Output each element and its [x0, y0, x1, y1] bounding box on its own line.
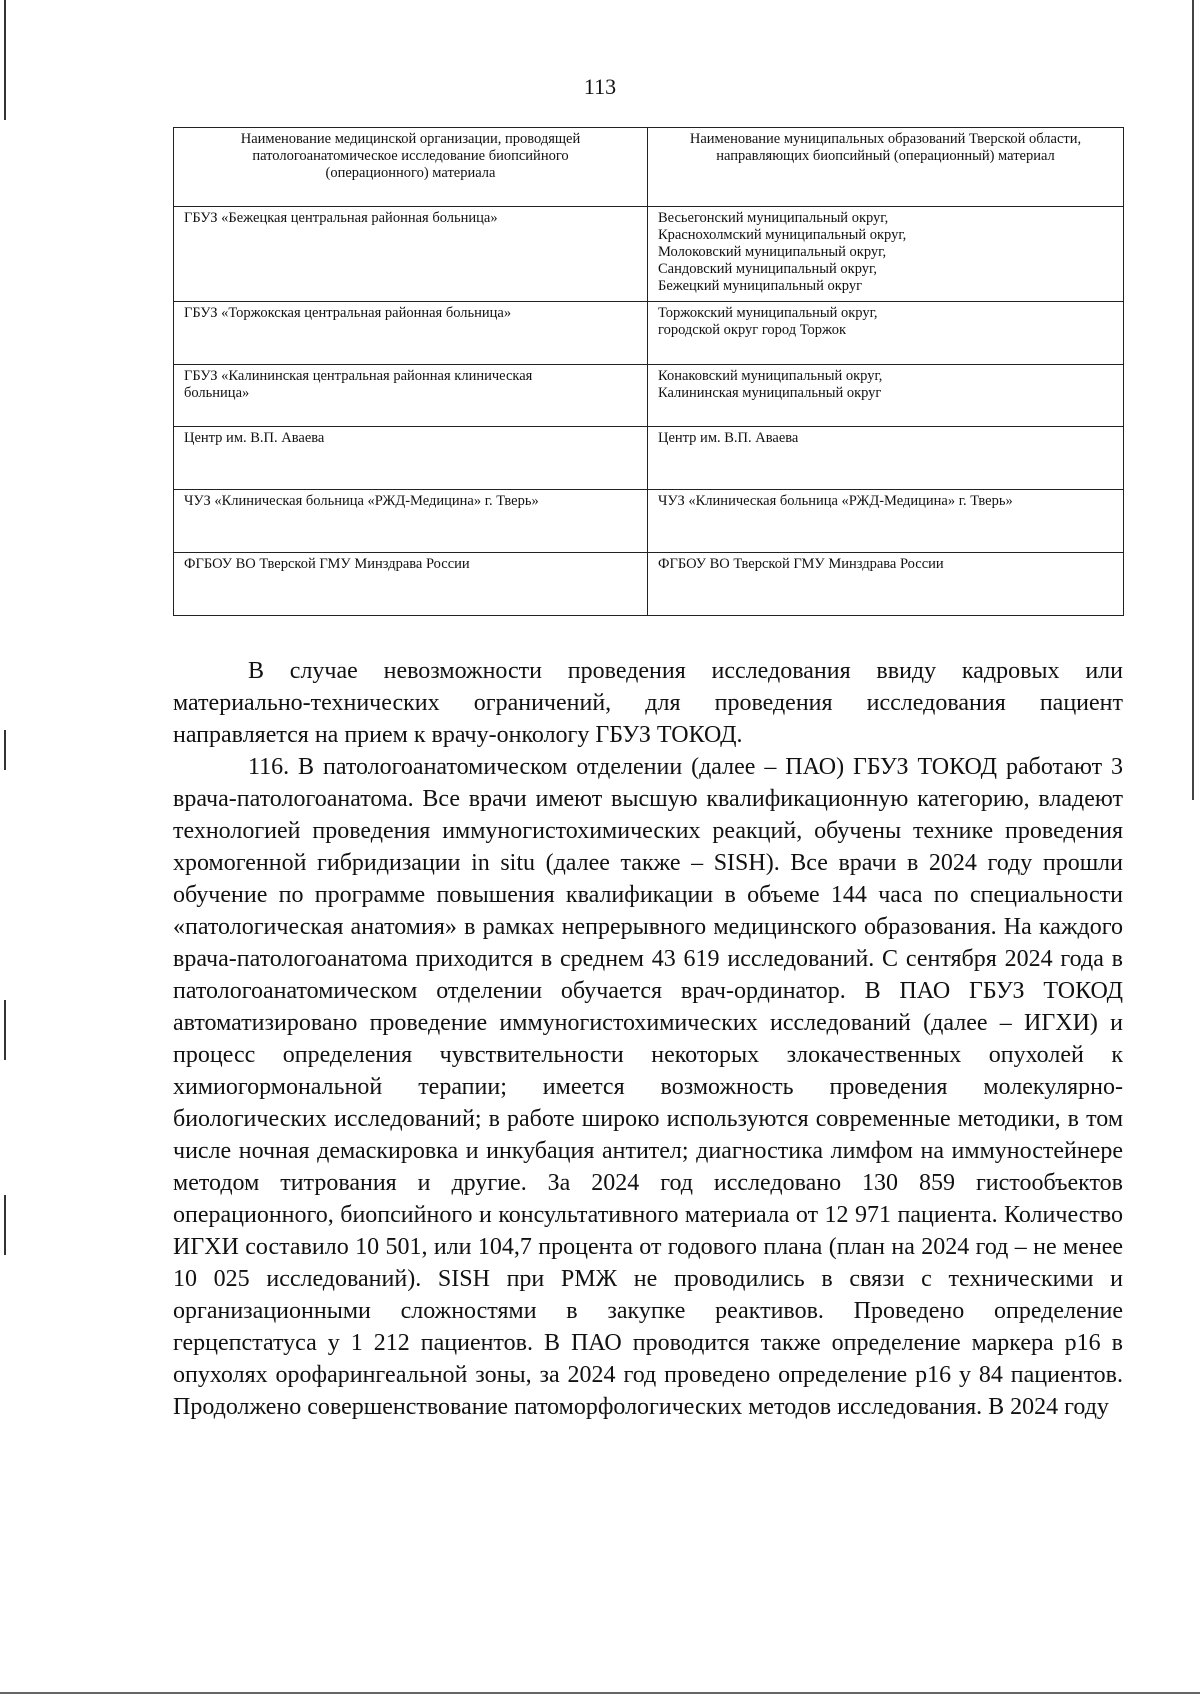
- cell-regions: [648, 365, 1124, 427]
- cell-regions: [648, 302, 1124, 365]
- cell-organization: [174, 207, 648, 302]
- scan-edge-right: [1192, 0, 1194, 800]
- cell-regions: [648, 553, 1124, 616]
- cell-line: ФГБОУ ВО Тверской ГМУ Минздрава России: [184, 556, 470, 572]
- cell-line: Конаковский муниципальный округ,: [658, 368, 883, 384]
- scan-edge-left: [4, 1000, 6, 1060]
- table-header-row: [174, 128, 1124, 207]
- cell-line: ФГБОУ ВО Тверской ГМУ Минздрава России: [658, 556, 944, 572]
- header-regions: [648, 128, 1124, 207]
- paragraph: В случае невозможности проведения исследования ввиду кадровых или материально-технических ограничений, для проведения исследования пациент направляется на прием к врачу-онкологу ГБУЗ ТОКОД.: [173, 658, 1123, 748]
- cell-organization: [174, 427, 648, 490]
- table-row: [174, 302, 1124, 365]
- table-row: [174, 490, 1124, 553]
- cell-line: Краснохолмский муниципальный округ,: [658, 227, 907, 243]
- cell-line: ГБУЗ «Торжокская центральная районная больница»: [184, 305, 512, 321]
- cell-line: Бежецкий муниципальный округ: [658, 278, 863, 294]
- cell-line: Сандовский муниципальный округ,: [658, 261, 877, 277]
- body-text: [173, 655, 1123, 1423]
- routing-table: [173, 127, 1124, 616]
- cell-line: ГБУЗ «Калининская центральная районная клиническая: [184, 368, 533, 384]
- scan-edge-left: [4, 1195, 6, 1255]
- header-line: патологоанатомическое исследование биопсийного: [252, 148, 569, 164]
- cell-organization: [174, 490, 648, 553]
- cell-organization: [174, 302, 648, 365]
- scan-edge-left: [4, 730, 6, 770]
- cell-organization: [174, 553, 648, 616]
- cell-line: городской округ город Торжок: [658, 322, 846, 338]
- cell-line: больница»: [184, 385, 250, 401]
- cell-regions: [648, 207, 1124, 302]
- cell-organization: [174, 365, 648, 427]
- table-row: [174, 427, 1124, 490]
- page-number: 113: [583, 74, 617, 99]
- cell-line: Молоковский муниципальный округ,: [658, 244, 887, 260]
- cell-line: ГБУЗ «Бежецкая центральная районная больница»: [184, 210, 498, 226]
- scan-edge-left: [4, 0, 6, 120]
- cell-line: ЧУЗ «Клиническая больница «РЖД-Медицина» г. Тверь»: [658, 493, 1013, 509]
- table-row: [174, 365, 1124, 427]
- header-line: (операционного) материала: [325, 165, 496, 181]
- table-row: [174, 207, 1124, 302]
- cell-regions: [648, 490, 1124, 553]
- paragraph: 116. В патологоанатомическом отделении (далее – ПАО) ГБУЗ ТОКОД работают 3 врача-патологоанатома. Все врачи имеют высшую квалификационную категорию, владеют технологией проведения иммуногистохимических реакций, обучены технике проведения хромогенной гибридизации in situ (далее также – SISH). Все врачи в 2024 году прошли обучение по программе повышения квалификации в объеме 144 часа по специальности «патологическая анатомия» в рамках непрерывного медицинского образования. На каждого врача-патологоанатома приходится в среднем 43 619 исследований. С сентября 2024 года в патологоанатомическом отделении обучается врач-ординатор. В ПАО ГБУЗ ТОКОД автоматизировано проведение иммуногистохимических исследований (далее – ИГХИ) и процесс определения чувствительности некоторых злокачественных опухолей к химиогормональной терапии; имеется возможность проведения молекулярно-биологических исследований; в работе широко используются современные методики, в том числе ночная демаскировка и инкубация антител; диагностика лимфом на иммуностейнере методом титрования и другие. За 2024 год исследовано 130 859 гистообъектов операционного, биопсийного и консультативного материала от 12 971 пациента. Количество ИГХИ составило 10 501, или 104,7 процента от годового плана (план на 2024 год – не менее 10 025 исследований). SISH при РМЖ не проводились в связи с техническими и организационными сложностями в закупке реактивов. Проведено определение герцепстатуса у 1 212 пациентов. В ПАО проводится также определение маркера p16 в опухолях орофарингеальной зоны, за 2024 год проведено определение p16 у 84 пациентов. Продолжено совершенствование патоморфологических методов исследования. В 2024 году: [173, 754, 1123, 1420]
- cell-regions: [648, 427, 1124, 490]
- cell-line: Торжокский муниципальный округ,: [658, 305, 878, 321]
- header-organization: [174, 128, 648, 207]
- cell-line: Центр им. В.П. Аваева: [658, 430, 799, 446]
- cell-line: Центр им. В.П. Аваева: [184, 430, 325, 446]
- table-row: [174, 553, 1124, 616]
- scan-bottom-edge: [0, 1692, 1200, 1694]
- cell-line: ЧУЗ «Клиническая больница «РЖД-Медицина» г. Тверь»: [184, 493, 539, 509]
- cell-line: Калининская муниципальный округ: [658, 385, 882, 401]
- header-line: Наименование муниципальных образований Тверской области,: [689, 131, 1082, 147]
- cell-line: Весьегонский муниципальный округ,: [658, 210, 889, 226]
- header-line: направляющих биопсийный (операционный) материал: [716, 148, 1055, 164]
- header-line: Наименование медицинской организации, проводящей: [240, 131, 581, 147]
